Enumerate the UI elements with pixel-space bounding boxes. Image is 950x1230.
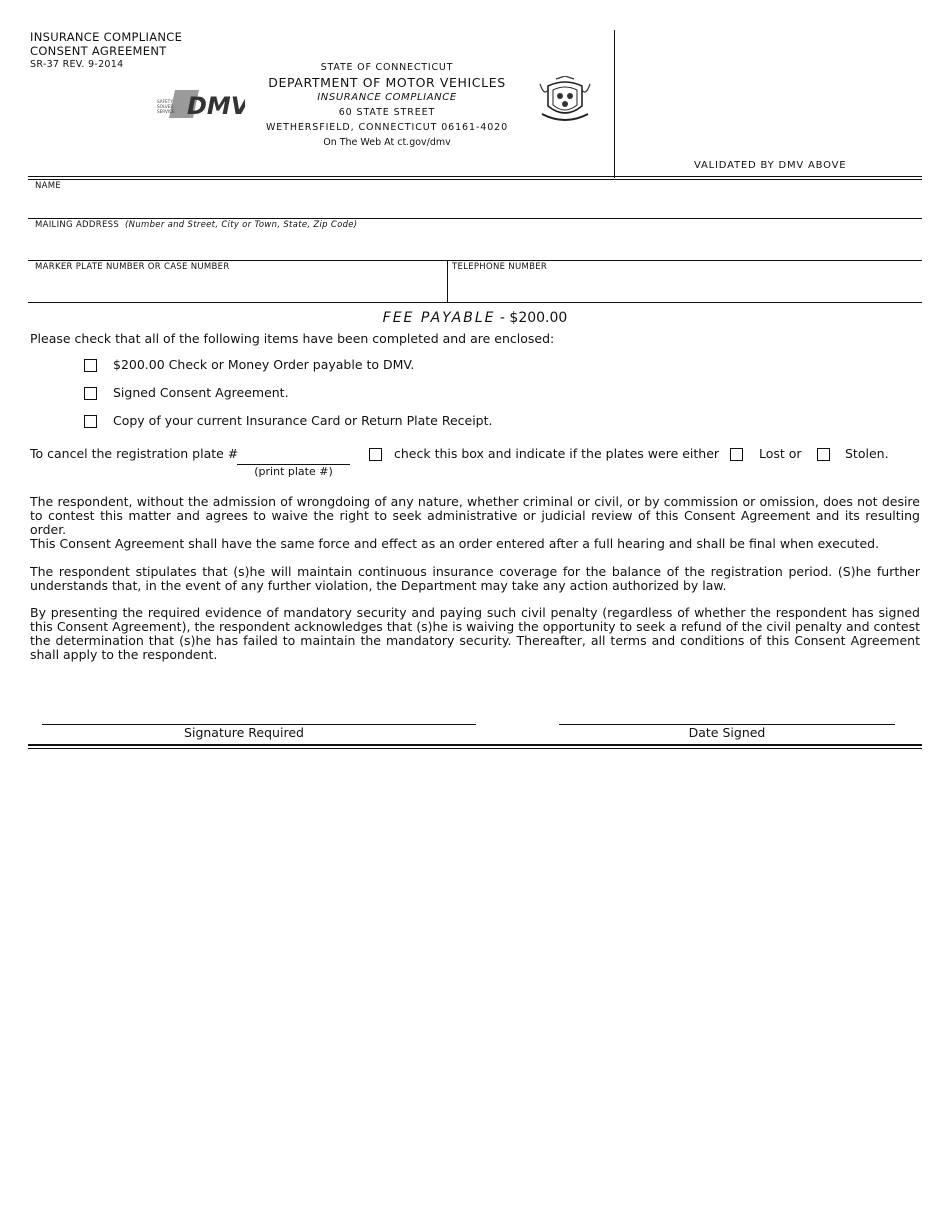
logo-tagline-2: SOLVES <box>157 104 173 109</box>
stolen-label: Stolen. <box>845 446 889 461</box>
checklist-payment-label: $200.00 Check or Money Order payable to DMV. <box>113 357 415 372</box>
lost-label: Lost or <box>759 446 802 461</box>
paragraph-insurance-coverage: The respondent stipulates that (s)he will maintain continuous insurance coverage for the balance of the registration period. (S)he further understands that, in the event of any further violation, the Department may take any action authorized by law. <box>30 564 920 593</box>
signature-label: Signature Required <box>184 725 304 740</box>
plate-field-rule <box>28 302 922 303</box>
fee-payable <box>0 310 950 326</box>
name-label: NAME <box>35 181 62 191</box>
paragraph-mandatory-security: By presenting the required evidence of mandatory security and paying such civil penalty (regardless of whether the respondent has signed this Consent Agreement), the respondent acknowledges that (s)he is waiving the opportunity to seek a refund of the civil penalty and contest the determination that (s)he has failed to maintain the mandatory security. Thereafter, all terms and conditions of this Consent Agreement shall apply to the respondent. <box>30 605 920 662</box>
checkbox-cancel-plate[interactable] <box>369 448 382 461</box>
checkbox-stolen[interactable] <box>817 448 830 461</box>
agency-state: STATE OF CONNECTICUT <box>320 62 454 73</box>
fee-amount: - $200.00 <box>499 310 568 326</box>
checklist-signed-label: Signed Consent Agreement. <box>113 385 289 400</box>
footer-rule-1 <box>28 744 922 746</box>
header-rule-1 <box>28 176 922 177</box>
agency-city: WETHERSFIELD, CONNECTICUT 06161-4020 <box>265 122 509 133</box>
form-title-line1: INSURANCE COMPLIANCE <box>30 30 183 44</box>
checkbox-signed-agreement[interactable] <box>84 387 97 400</box>
fee-label: FEE PAYABLE <box>382 310 496 326</box>
agency-department: DEPARTMENT OF MOTOR VEHICLES <box>268 75 506 90</box>
plate-label: MARKER PLATE NUMBER OR CASE NUMBER <box>35 262 230 272</box>
checkbox-lost[interactable] <box>730 448 743 461</box>
address-hint: (Number and Street, City or Town, State, Zip Code) <box>125 220 358 230</box>
agency-header <box>262 60 512 150</box>
agency-web: On The Web At ct.gov/dmv <box>323 137 451 148</box>
logo-tagline-3: SERVICE <box>157 109 175 114</box>
paragraph-waiver: The respondent, without the admission of wrongdoing of any nature, whether criminal or civil, or by commission or omission, does not desire to contest this matter and agrees to waive the right to seek administrative or judicial review of this Consent Agreement and its resulting order. <box>30 494 920 537</box>
checkbox-insurance-card[interactable] <box>84 415 97 428</box>
form-title-line2: CONSENT AGREEMENT <box>30 44 167 58</box>
footer-rule-2 <box>28 748 922 749</box>
plate-hint: (print plate #) <box>254 465 333 478</box>
phone-field[interactable] <box>448 261 922 302</box>
date-signed-field[interactable] <box>559 700 895 724</box>
paragraph-force-effect: This Consent Agreement shall have the same force and effect as an order entered after a full hearing and shall be final when executed. <box>30 536 880 551</box>
plate-number-input[interactable] <box>237 448 350 464</box>
form-revision: SR-37 REV. 9-2014 <box>30 59 124 70</box>
cancel-prefix: To cancel the registration plate # <box>30 446 239 461</box>
state-seal-icon <box>536 76 594 128</box>
date-label: Date Signed <box>688 725 766 740</box>
agency-street: 60 STATE STREET <box>338 107 436 118</box>
agency-division: INSURANCE COMPLIANCE <box>317 92 457 103</box>
cancel-check-text: check this box and indicate if the plates were either <box>394 446 720 461</box>
form-title <box>30 30 182 58</box>
header-divider <box>614 30 615 178</box>
name-field[interactable] <box>28 180 922 218</box>
address-field[interactable] <box>28 219 922 260</box>
plate-field[interactable] <box>28 261 447 302</box>
logo-tagline-1: SAFETY <box>157 99 173 104</box>
validated-label: VALIDATED BY DMV ABOVE <box>694 160 847 171</box>
checklist-insurance-label: Copy of your current Insurance Card or Return Plate Receipt. <box>113 413 493 428</box>
logo-text: DMV <box>187 92 245 120</box>
phone-label: TELEPHONE NUMBER <box>452 262 548 272</box>
checkbox-payment[interactable] <box>84 359 97 372</box>
address-label: MAILING ADDRESS <box>35 220 120 230</box>
signature-field[interactable] <box>42 700 476 724</box>
dmv-logo <box>155 87 245 121</box>
instructions: Please check that all of the following items have been completed and are enclosed: <box>30 331 555 346</box>
